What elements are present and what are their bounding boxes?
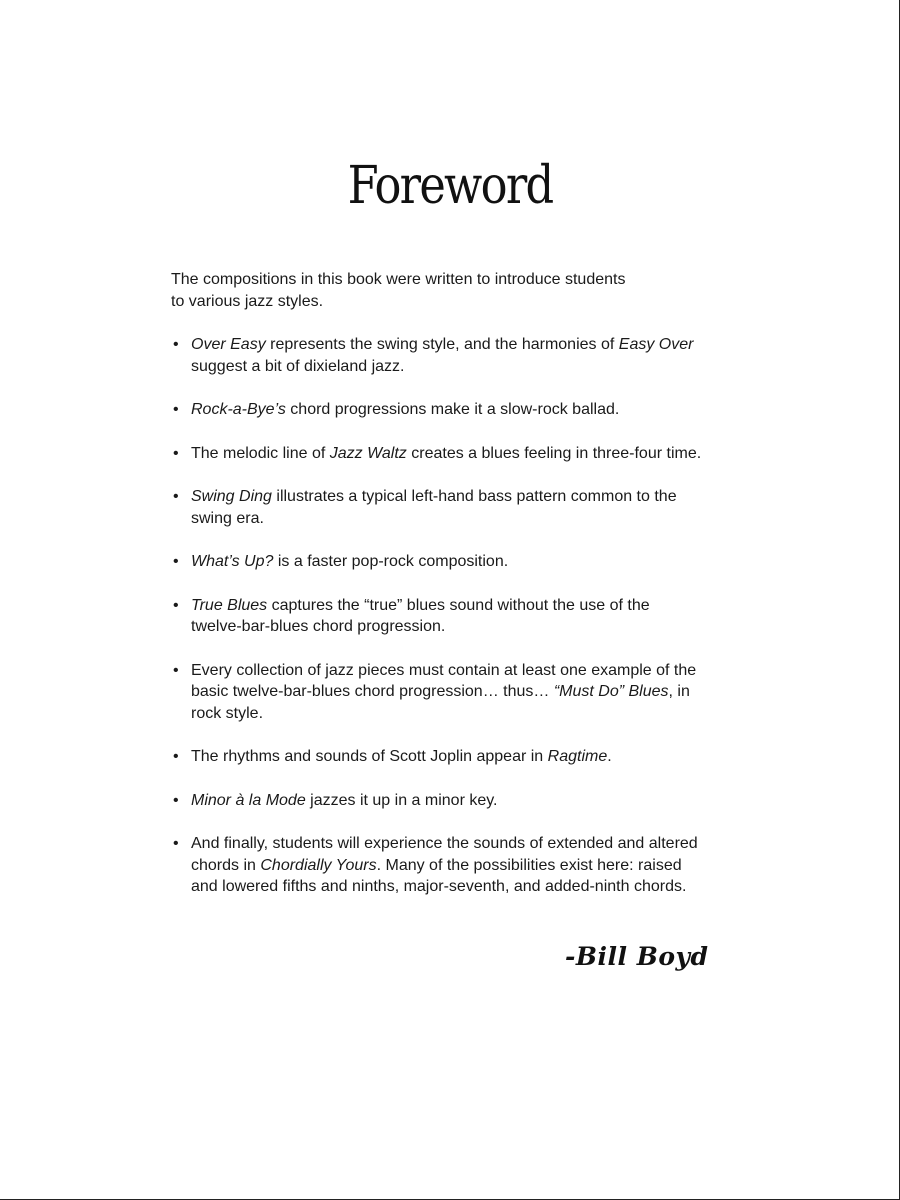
list-item-text: rock style. — [191, 704, 264, 722]
list-item-text: chords in — [191, 856, 261, 874]
piece-title: Ragtime — [547, 748, 608, 765]
list-item-text: jazzes it up in a minor key. — [305, 791, 498, 809]
list-item — [171, 660, 791, 725]
bullet-icon: • — [173, 748, 179, 765]
bullet-icon: • — [173, 401, 179, 418]
list-item-text: illustrates a typical left-hand bass pattern common to the — [271, 488, 677, 505]
piece-title: What’s Up? — [191, 553, 274, 570]
list-item-text: The rhythms and sounds of Scott Joplin appear in — [191, 748, 548, 765]
list-item-text: Every collection of jazz pieces must contain at least one example of the — [191, 661, 697, 679]
piece-title: Swing Ding — [191, 488, 272, 505]
bullet-icon: • — [173, 553, 179, 570]
list-item — [171, 595, 791, 638]
author-signature: -Bill Boyd — [565, 942, 709, 971]
piece-title: True Blues — [191, 596, 268, 614]
intro-paragraph — [171, 269, 791, 312]
bullet-icon: • — [173, 791, 179, 809]
list-item — [171, 443, 791, 465]
list-item-text: And finally, students will experience the sounds of extended and altered — [191, 835, 698, 852]
list-item-text: suggest a bit of dixieland jazz. — [191, 357, 405, 375]
bullet-icon: • — [173, 444, 179, 462]
list-item — [171, 833, 791, 898]
list-item — [171, 551, 791, 573]
styles-list — [171, 334, 791, 898]
list-item-text: . Many of the possibilities exist here: raised — [376, 856, 682, 874]
bullet-icon: • — [173, 336, 179, 353]
bullet-icon: • — [173, 835, 179, 852]
bullet-icon: • — [173, 488, 179, 505]
list-item-text: creates a blues feeling in three-four time. — [406, 444, 702, 462]
list-item-text: , in — [668, 683, 690, 700]
list-item-text: is a faster pop-rock composition. — [273, 553, 509, 570]
list-item-text: twelve-bar-blues chord progression. — [191, 618, 446, 635]
list-item-text: swing era. — [191, 509, 264, 527]
foreword-body — [171, 269, 791, 920]
page-title: Foreword — [347, 156, 553, 216]
bullet-icon: • — [173, 596, 179, 614]
piece-title: Easy Over — [618, 336, 694, 353]
list-item-text: and lowered fifths and ninths, major-seventh, and added-ninth chords. — [191, 878, 687, 895]
list-item-text: basic twelve-bar-blues chord progression… thus… — [191, 683, 554, 700]
list-item — [171, 486, 791, 529]
piece-title: Chordially Yours — [260, 856, 377, 874]
list-item — [171, 790, 791, 812]
list-item — [171, 399, 791, 421]
list-item-text: represents the swing style, and the harmonies of — [265, 336, 619, 353]
piece-title: “Must Do” Blues — [553, 683, 669, 700]
piece-title: Minor à la Mode — [191, 791, 306, 809]
list-item — [171, 746, 791, 768]
list-item-text: chord progressions make it a slow-rock ballad. — [285, 401, 620, 418]
intro-line-2: to various jazz styles. — [171, 292, 324, 310]
piece-title: Over Easy — [191, 336, 266, 353]
piece-title: Jazz Waltz — [329, 444, 407, 462]
list-item — [171, 334, 791, 377]
list-item-text: The melodic line of — [191, 444, 330, 462]
list-item-text: captures the “true” blues sound without the use of the — [267, 596, 650, 614]
bullet-icon: • — [173, 661, 179, 679]
intro-line-1: The compositions in this book were written to introduce students — [171, 271, 626, 288]
list-item-text: . — [607, 748, 612, 765]
piece-title: Rock-a-Bye’s — [191, 401, 286, 418]
